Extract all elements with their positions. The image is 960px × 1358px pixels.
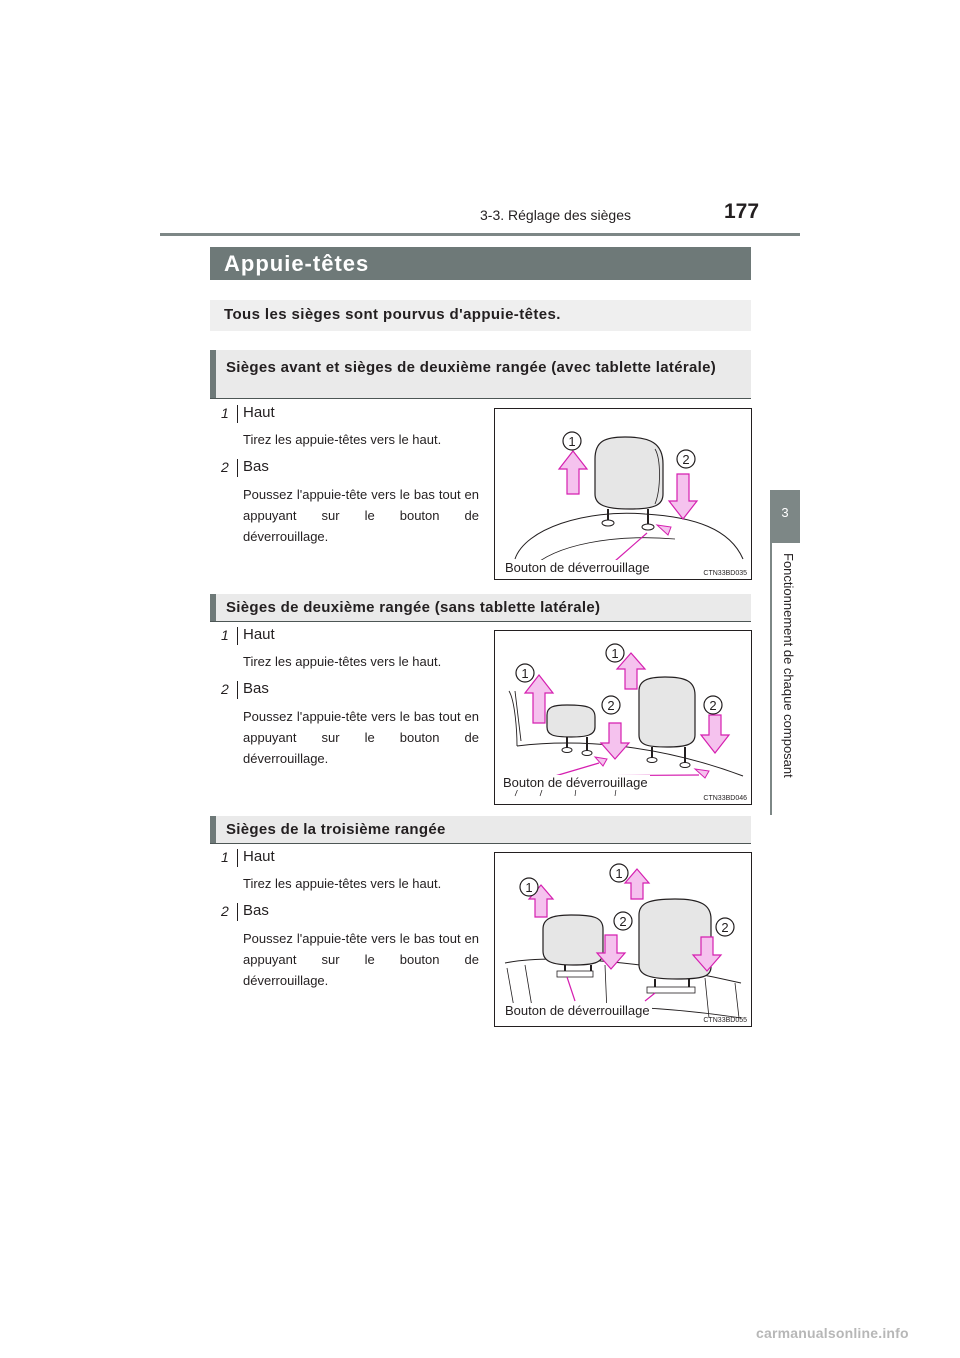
figure-front-headrest	[494, 408, 752, 580]
step-number: 2	[221, 903, 238, 921]
figure-code: CTN33BD046	[703, 795, 747, 802]
step-number: 1	[221, 405, 238, 423]
section-heading-text: Sièges avant et sièges de deuxième rangée (avec tablette latérale)	[226, 359, 717, 376]
intro-box	[210, 300, 751, 331]
step-description: Tirez les appuie-têtes vers le haut.	[243, 876, 442, 891]
step-number: 1	[221, 849, 238, 867]
marker-2: 2	[607, 698, 615, 713]
marker-2: 2	[682, 452, 690, 467]
page-title-bar	[210, 247, 751, 280]
page-title: Appuie-têtes	[224, 251, 370, 276]
marker-2: 2	[721, 920, 729, 935]
step-title: Haut	[243, 848, 275, 865]
figure-code: CTN33BD035	[703, 570, 747, 577]
section-heading-second-row	[210, 594, 751, 622]
step-description: Poussez l'appuie-tête vers le bas tout en appuyant sur le bouton de déverrouillage.	[243, 931, 479, 988]
figure-code: CTN33BD055	[703, 1017, 747, 1024]
release-button-callout: Bouton de déverrouillage	[505, 560, 650, 575]
section-breadcrumb: 3-3. Réglage des sièges	[480, 207, 631, 223]
step-number: 2	[221, 681, 238, 699]
intro-text: Tous les sièges sont pourvus d'appuie-têtes.	[224, 306, 561, 323]
chapter-number: 3	[781, 505, 789, 520]
marker-1: 1	[521, 666, 529, 681]
header-rule	[160, 233, 800, 236]
step-description: Poussez l'appuie-tête vers le bas tout en appuyant sur le bouton de déverrouillage.	[243, 487, 479, 544]
step-description: Tirez les appuie-têtes vers le haut.	[243, 654, 442, 669]
page-number: 177	[724, 200, 760, 223]
marker-2: 2	[709, 698, 717, 713]
figure-second-row-headrest	[494, 630, 752, 805]
release-button-callout: Bouton de déverrouillage	[503, 775, 648, 790]
marker-2: 2	[619, 914, 627, 929]
step-description: Tirez les appuie-têtes vers le haut.	[243, 432, 442, 447]
chapter-tab-rule	[770, 543, 772, 815]
step-title: Bas	[243, 902, 269, 919]
chapter-title: Fonctionnement de chaque composant	[781, 553, 796, 778]
headrest-illustration	[495, 409, 751, 579]
marker-1: 1	[611, 646, 619, 661]
marker-1: 1	[568, 434, 576, 449]
section-heading-text: Sièges de deuxième rangée (sans tablette latérale)	[226, 599, 601, 616]
step-title: Bas	[243, 680, 269, 697]
release-button-callout: Bouton de déverrouillage	[505, 1003, 650, 1018]
step-title: Haut	[243, 626, 275, 643]
step-number: 1	[221, 627, 238, 645]
headrest-illustration	[495, 853, 751, 1026]
step-number: 2	[221, 459, 238, 477]
step-title: Haut	[243, 404, 275, 421]
section-heading-third-row	[210, 816, 751, 844]
marker-1: 1	[615, 866, 623, 881]
watermark: carmanualsonline.info	[756, 1325, 909, 1341]
section-heading-text: Sièges de la troisième rangée	[226, 821, 446, 838]
step-description: Poussez l'appuie-tête vers le bas tout en appuyant sur le bouton de déverrouillage.	[243, 709, 479, 766]
step-title: Bas	[243, 458, 269, 475]
figure-third-row-headrest	[494, 852, 752, 1027]
chapter-title-vertical	[780, 553, 796, 813]
marker-1: 1	[525, 880, 533, 895]
section-heading-front-seats	[210, 350, 751, 399]
